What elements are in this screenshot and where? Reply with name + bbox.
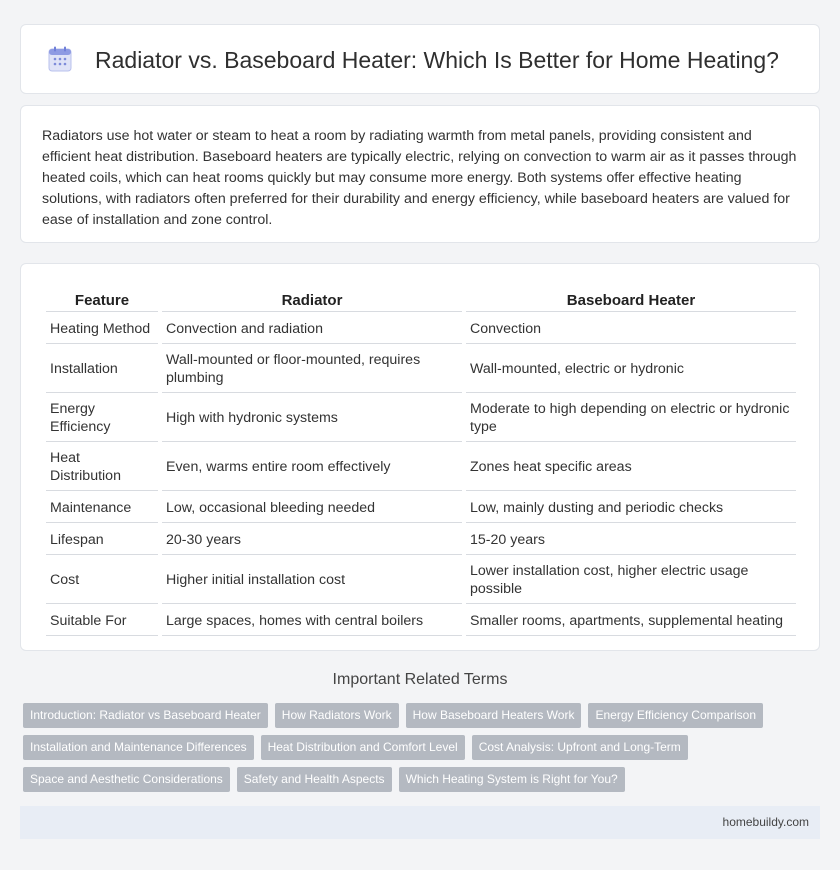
feature-cell: Installation (46, 346, 158, 393)
radiator-cell: 20-30 years (162, 525, 462, 555)
radiator-cell: High with hydronic systems (162, 395, 462, 442)
feature-cell: Cost (46, 557, 158, 604)
tag-row (23, 767, 818, 792)
baseboard-cell: Lower installation cost, higher electric usage possible (466, 557, 796, 604)
page-title: Radiator vs. Baseboard Heater: Which Is Better for Home Heating? (95, 47, 779, 73)
table-row (46, 557, 796, 604)
baseboard-cell: Convection (466, 314, 796, 344)
baseboard-cell: 15-20 years (466, 525, 796, 555)
related-terms-tags (23, 703, 818, 799)
table-row (46, 346, 796, 393)
feature-cell: Energy Efficiency (46, 395, 158, 442)
feature-cell: Lifespan (46, 525, 158, 555)
related-term-tag[interactable]: Energy Efficiency Comparison (588, 703, 763, 728)
feature-cell: Heating Method (46, 314, 158, 344)
baseboard-cell: Smaller rooms, apartments, supplemental heating (466, 606, 796, 636)
column-header-baseboard: Baseboard Heater (466, 288, 796, 312)
feature-cell: Suitable For (46, 606, 158, 636)
table-row (46, 395, 796, 442)
table-row (46, 606, 796, 636)
table-row (46, 493, 796, 523)
related-term-tag[interactable]: Heat Distribution and Comfort Level (261, 735, 465, 760)
related-term-tag[interactable]: Space and Aesthetic Considerations (23, 767, 230, 792)
radiator-cell: Even, warms entire room effectively (162, 444, 462, 491)
feature-cell: Heat Distribution (46, 444, 158, 491)
table-row (46, 525, 796, 555)
radiator-cell: Convection and radiation (162, 314, 462, 344)
related-term-tag[interactable]: Safety and Health Aspects (237, 767, 392, 792)
comparison-table-card (20, 263, 820, 651)
tag-row (23, 735, 818, 760)
related-term-tag[interactable]: Cost Analysis: Upfront and Long-Term (472, 735, 688, 760)
related-term-tag[interactable]: Installation and Maintenance Differences (23, 735, 254, 760)
baseboard-cell: Moderate to high depending on electric or hydronic type (466, 395, 796, 442)
radiator-cell: Low, occasional bleeding needed (162, 493, 462, 523)
intro-card (20, 105, 820, 243)
related-term-tag[interactable]: How Baseboard Heaters Work (406, 703, 582, 728)
footer-site-link[interactable]: homebuildy.com (722, 815, 809, 829)
column-header-feature: Feature (46, 288, 158, 312)
baseboard-cell: Low, mainly dusting and periodic checks (466, 493, 796, 523)
baseboard-cell: Zones heat specific areas (466, 444, 796, 491)
related-term-tag[interactable]: How Radiators Work (275, 703, 399, 728)
baseboard-cell: Wall-mounted, electric or hydronic (466, 346, 796, 393)
header-card (20, 24, 820, 94)
radiator-cell: Wall-mounted or floor-mounted, requires plumbing (162, 346, 462, 393)
footer (20, 806, 820, 839)
related-terms-title: Important Related Terms (332, 671, 508, 688)
intro-paragraph: Radiators use hot water or steam to heat a room by radiating warmth from metal panels, providing consistent and efficient heat distribution. Baseboard heaters are typically electric, relying on convection to warm air as it passes through heated coils, which can heat rooms quickly but may consume more energy. Both systems offer effective heating solutions, with radiators often preferred for their durability and energy efficiency, while baseboard heaters are valued for ease of installation and zone control. (42, 128, 797, 228)
feature-cell: Maintenance (46, 493, 158, 523)
related-term-tag[interactable]: Which Heating System is Right for You? (399, 767, 625, 792)
comparison-table (42, 286, 800, 638)
radiator-cell: Higher initial installation cost (162, 557, 462, 604)
related-term-tag[interactable]: Introduction: Radiator vs Baseboard Heater (23, 703, 268, 728)
table-row (46, 314, 796, 344)
table-row (46, 444, 796, 491)
calendar-icon (48, 46, 72, 72)
tag-row (23, 703, 818, 728)
radiator-cell: Large spaces, homes with central boilers (162, 606, 462, 636)
table-header-row (46, 288, 796, 312)
column-header-radiator: Radiator (162, 288, 462, 312)
